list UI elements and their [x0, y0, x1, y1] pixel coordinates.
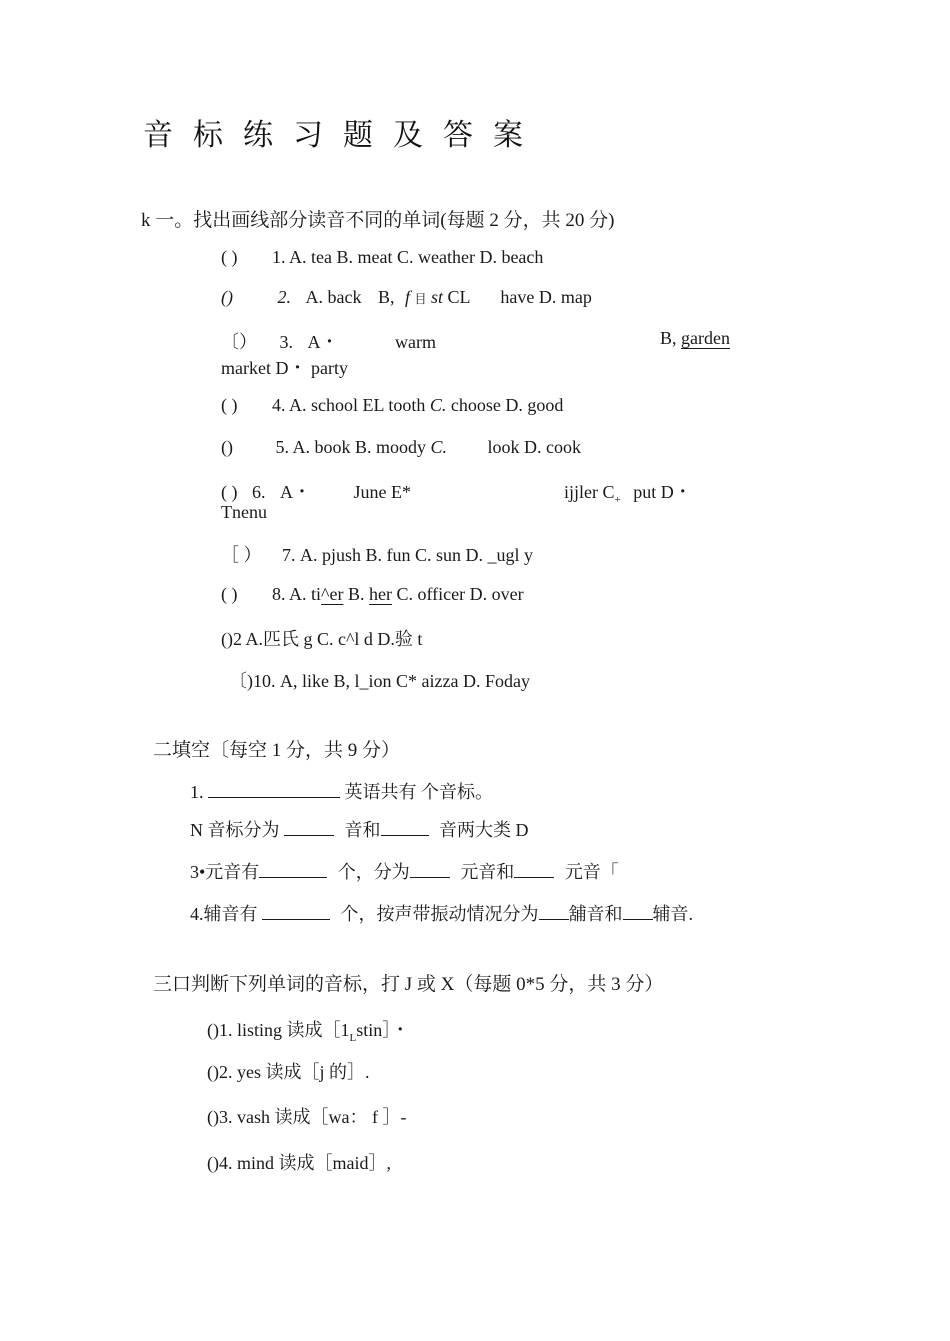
blank[interactable]: [381, 821, 429, 836]
question-1: [221, 247, 543, 268]
fill-text: 元音和: [460, 862, 515, 882]
question-3: [221, 328, 436, 354]
option-b-label: B,: [377, 287, 395, 307]
underlined-part-b: her: [368, 584, 392, 604]
question-6: [221, 478, 411, 504]
answer-paren: ( ): [221, 247, 238, 267]
option-b-rest: st: [431, 287, 444, 307]
fill-text: N 音标分为: [190, 820, 280, 840]
blank[interactable]: [259, 863, 327, 878]
judge-text: ()1. listing 读成［1: [207, 1020, 350, 1040]
question-7: [221, 541, 533, 567]
fill-text: 英语共有 个音标。: [344, 782, 493, 802]
option-b-word: ijjler C: [564, 482, 615, 502]
question-6-option-c: [564, 478, 692, 506]
question-text-pre: 8. A. ti: [272, 584, 322, 604]
option-b-letter: f: [405, 287, 411, 307]
question-2: [221, 287, 592, 308]
fill-4: [190, 900, 693, 926]
option-a-word: warm: [395, 332, 436, 352]
blank[interactable]: [208, 783, 340, 798]
option-c-label: C.: [430, 437, 448, 457]
fill-text: 个，按声带振动情况分为: [340, 904, 539, 924]
subscript: L: [349, 1032, 357, 1044]
fill-text: 4.辅音有: [190, 904, 258, 924]
answer-paren: ( ): [221, 395, 238, 415]
answer-paren: ( ): [221, 584, 238, 604]
question-text-rest: choose D. good: [450, 395, 564, 415]
question-number: 6.: [252, 482, 266, 502]
option-c-label: CL: [447, 287, 470, 307]
option-c-d: have D. map: [500, 287, 592, 307]
fill-3: [190, 858, 619, 884]
blank[interactable]: [262, 905, 330, 920]
judge-4: ()4. mind 读成［maid］,: [207, 1153, 391, 1173]
option-c-word: put D・: [633, 482, 692, 502]
answer-paren: (): [221, 287, 233, 307]
question-text: 7. A. pjush B. fun C. sun D. _ugl y: [282, 545, 534, 565]
underlined-part-a: ^er: [321, 584, 344, 604]
blank[interactable]: [514, 863, 554, 878]
question-number: 2.: [277, 287, 291, 307]
blank[interactable]: [623, 905, 653, 920]
option-a-label: A・: [280, 482, 311, 502]
fill-text: 元音「: [564, 862, 619, 882]
fill-text: 个，分为: [337, 862, 410, 882]
option-a-label: A・: [307, 332, 339, 352]
answer-paren: 〔）: [221, 332, 257, 352]
judge-2: ()2. yes 读成［j 的］.: [207, 1062, 370, 1082]
fill-text: 辅音.: [652, 904, 693, 924]
option-b-label: B,: [660, 328, 677, 348]
page-title: 音标练习题及答案: [143, 119, 543, 152]
option-b-box: 目: [414, 292, 427, 306]
section3-heading: 三口判断下列单词的音标，打 J 或 X（每题 0*5 分，共 3 分）: [153, 974, 664, 995]
section2-heading: 二填空〔每空 1 分，共 9 分）: [153, 740, 401, 761]
blank[interactable]: [539, 905, 569, 920]
question-number: 3.: [279, 332, 293, 352]
question-text-rest: look D. cook: [487, 437, 582, 457]
fill-text: 1.: [190, 782, 204, 802]
question-text: 5. A. book B. moody: [275, 437, 427, 457]
blank[interactable]: [284, 821, 334, 836]
answer-paren: (): [221, 437, 233, 457]
fill-text: 3•元音有: [190, 862, 260, 882]
option-c-label: C.: [429, 395, 447, 415]
option-b-word: garden: [681, 328, 730, 348]
fill-2: [190, 816, 529, 842]
answer-paren: ( ): [221, 482, 238, 502]
judge-3: ()3. vash 读成［wa： f ］-: [207, 1107, 407, 1127]
option-a-word: June E*: [353, 482, 411, 502]
question-3-line2: market D・ party: [221, 358, 348, 378]
question-4: [221, 395, 563, 416]
fill-1: [190, 778, 493, 804]
question-9: ()2 A.匹氏 g C. c^l d D.验 t: [221, 629, 423, 649]
fill-text: 舖音和: [568, 904, 623, 924]
question-3-option-b: [660, 328, 730, 349]
plus-mark: +: [614, 494, 621, 506]
blank[interactable]: [410, 863, 450, 878]
option-a: A. back: [305, 287, 362, 307]
judge-1: [207, 1016, 409, 1044]
question-text: 1. A. tea B. meat C. weather D. beach: [272, 247, 544, 267]
question-text-post: C. officer D. over: [391, 584, 524, 604]
answer-paren: ［ ）: [221, 545, 262, 565]
question-8: [221, 584, 524, 605]
judge-text: stin］・: [356, 1020, 410, 1040]
question-5: [221, 437, 581, 458]
fill-text: 音两大类 D: [439, 820, 529, 840]
section1-heading: k 一。找出画线部分读音不同的单词(每题 2 分，共 20 分): [141, 210, 615, 231]
question-text: 4. A. school EL tooth: [272, 395, 426, 415]
question-10: 〔)10. A, like B, l_ion C* aizza D. Foday: [229, 671, 530, 691]
question-text-mid: B.: [343, 584, 369, 604]
question-6-line2: Tnenu: [221, 502, 267, 522]
fill-text: 音和: [344, 820, 381, 840]
